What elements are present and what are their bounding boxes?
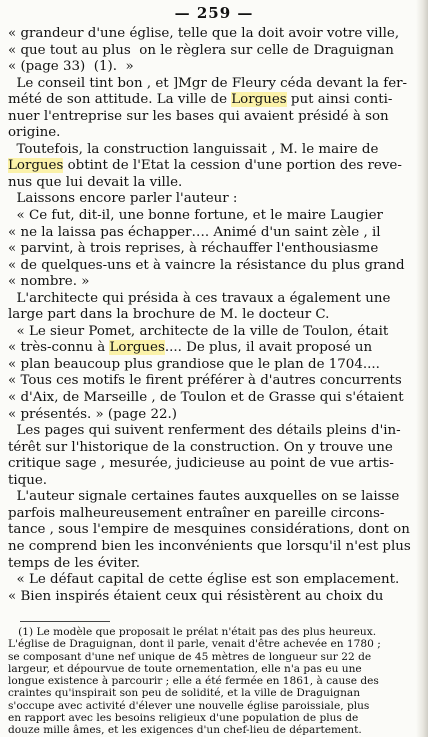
text-line <box>8 390 411 407</box>
footnote-line: largeur, et dépourvue de toute ornementation, elle n'a pas eu une <box>8 662 362 675</box>
footnote-line: s'occupe avec activité d'élever une nouvelle église paroissiale, plus <box>8 699 370 712</box>
text-line <box>8 589 411 606</box>
text-line <box>8 489 411 506</box>
text-run: nuer l'entreprise sur les bases qui avaient présidé à son <box>8 108 389 124</box>
text-run: « Le sieur Pomet, architecte de la ville de Toulon, était <box>8 323 389 339</box>
footnote-line: en rapport avec les besoins religieux d'une population de plus de <box>8 712 359 725</box>
text-run: parfois malheureusement entraîner en pareille circons- <box>8 505 385 521</box>
footnotes <box>8 626 411 737</box>
text-line <box>8 191 411 208</box>
text-run: obtint de l'Etat la cession d'une portion des reve- <box>63 158 402 174</box>
text-run: ne comprend bien les inconvénients que lorsqu'il n'est plus <box>8 538 411 554</box>
text-run: « de quelques-uns et à vaincre la résistance du plus grand <box>8 257 405 273</box>
search-highlight: Lorgues <box>231 92 287 108</box>
search-highlight: Lorgues <box>109 340 165 356</box>
footnote-line: se composant d'une nef unique de 45 mètres de longueur sur 22 de <box>8 650 372 663</box>
text-line <box>8 572 411 589</box>
text-run: Le conseil tint bon , et ]Mgr de Fleury céda devant la fer- <box>8 75 408 91</box>
text-line <box>8 142 411 159</box>
text-line <box>8 456 411 473</box>
text-line <box>8 340 411 357</box>
text-run: tance , sous l'empire de mesquines considérations, dont on <box>8 522 410 538</box>
text-run: « plan beaucoup plus grandiose que le plan de 1704.... <box>8 356 380 372</box>
footnote-rule <box>20 621 110 622</box>
text-line <box>8 208 411 225</box>
text-line <box>8 556 411 573</box>
text-line <box>8 522 411 539</box>
text-line <box>8 357 411 374</box>
text-line <box>8 76 411 93</box>
text-line <box>8 373 411 390</box>
text-run: mété de son attitude. La ville de <box>8 92 232 108</box>
text-run: Toutefois, la construction languissait , M. le maire de <box>8 141 379 157</box>
text-run: .... De plus, il avait proposé un <box>164 340 373 356</box>
text-run: « que tout au plus on le règlera sur celle de Draguignan <box>8 42 394 58</box>
text-run: Les pages qui suivent renferment des détails pleins d'in- <box>8 423 401 439</box>
main-text <box>8 26 411 605</box>
page-edge-shadow <box>416 0 428 737</box>
text-line <box>8 473 411 490</box>
text-run: « Ce fut, dit-il, une bonne fortune, et le maire Laugier <box>8 208 383 224</box>
text-run: L'architecte qui présida à ces travaux a également une <box>8 290 391 306</box>
footnote-line: (1) Le modèle que proposait le prélat n'était pas des plus heureux. <box>8 626 377 638</box>
text-run: « parvint, à trois reprises, à réchauffer l'enthousiasme <box>8 241 379 257</box>
text-line <box>8 241 411 258</box>
text-run: Laissons encore parler l'auteur : <box>8 191 238 207</box>
text-line <box>8 158 411 175</box>
text-run: « Tous ces motifs le firent préférer à d'autres concurrents <box>8 373 402 389</box>
text-run: origine. <box>8 125 61 141</box>
text-line <box>8 423 411 440</box>
text-run: « très-connu à <box>8 340 110 356</box>
text-run: tique. <box>8 472 48 488</box>
footnote-line: L'église de Draguignan, dont il parle, venait d'être achevée en 1780 ; <box>8 638 381 651</box>
text-line <box>8 125 411 142</box>
text-line <box>8 92 411 109</box>
text-line <box>8 175 411 192</box>
footnote-line: craintes qu'inspirait son peu de solidité, et la ville de Draguignan <box>8 687 361 700</box>
text-run: critique sage , mesurée, judicieuse au point de vue artis- <box>8 456 394 472</box>
text-run: « Le défaut capital de cette église est son emplacement. <box>8 572 400 588</box>
text-line <box>8 225 411 242</box>
text-line <box>8 440 411 457</box>
text-line <box>8 506 411 523</box>
text-line <box>8 26 411 43</box>
footnote-line: longue existence à parcourir ; elle a été fermée en 1861, à cause des <box>8 675 379 688</box>
text-line <box>8 43 411 60</box>
text-run: temps de les éviter. <box>8 555 141 571</box>
text-run: L'auteur signale certaines fautes auxquelles on se laisse <box>8 489 400 505</box>
text-run: « ne la laissa pas échapper…. Animé d'un saint zèle , il <box>8 224 381 240</box>
text-line <box>8 59 411 76</box>
search-highlight: Lorgues <box>8 158 64 174</box>
text-run: térêt sur l'historique de la construction. On y trouve une <box>8 439 393 455</box>
text-line <box>8 324 411 341</box>
text-run: « grandeur d'une église, telle que la doit avoir votre ville, <box>8 26 400 41</box>
text-run: large part dans la brochure de M. le docteur C. <box>8 307 330 323</box>
page-number: — 259 — <box>174 4 254 22</box>
text-line <box>8 258 411 275</box>
text-line <box>8 539 411 556</box>
text-run: nus que lui devait la ville. <box>8 174 183 190</box>
text-line <box>8 307 411 324</box>
text-run: « nombre. » <box>8 274 90 290</box>
text-line <box>8 109 411 126</box>
text-line <box>8 291 411 308</box>
text-line <box>8 274 411 291</box>
text-run: « (page 33) (1). » <box>8 59 134 75</box>
footnote-line: douze mille âmes, et les exigences d'un chef-lieu de département. <box>8 724 362 737</box>
text-run: put ainsi conti- <box>286 92 393 108</box>
text-run: « présentés. » (page 22.) <box>8 406 177 422</box>
text-run: « d'Aix, de Marseille , de Toulon et de Grasse qui s'étaient <box>8 390 404 406</box>
text-line <box>8 407 411 424</box>
text-run: « Bien inspirés étaient ceux qui résistèrent au choix du <box>8 588 384 604</box>
